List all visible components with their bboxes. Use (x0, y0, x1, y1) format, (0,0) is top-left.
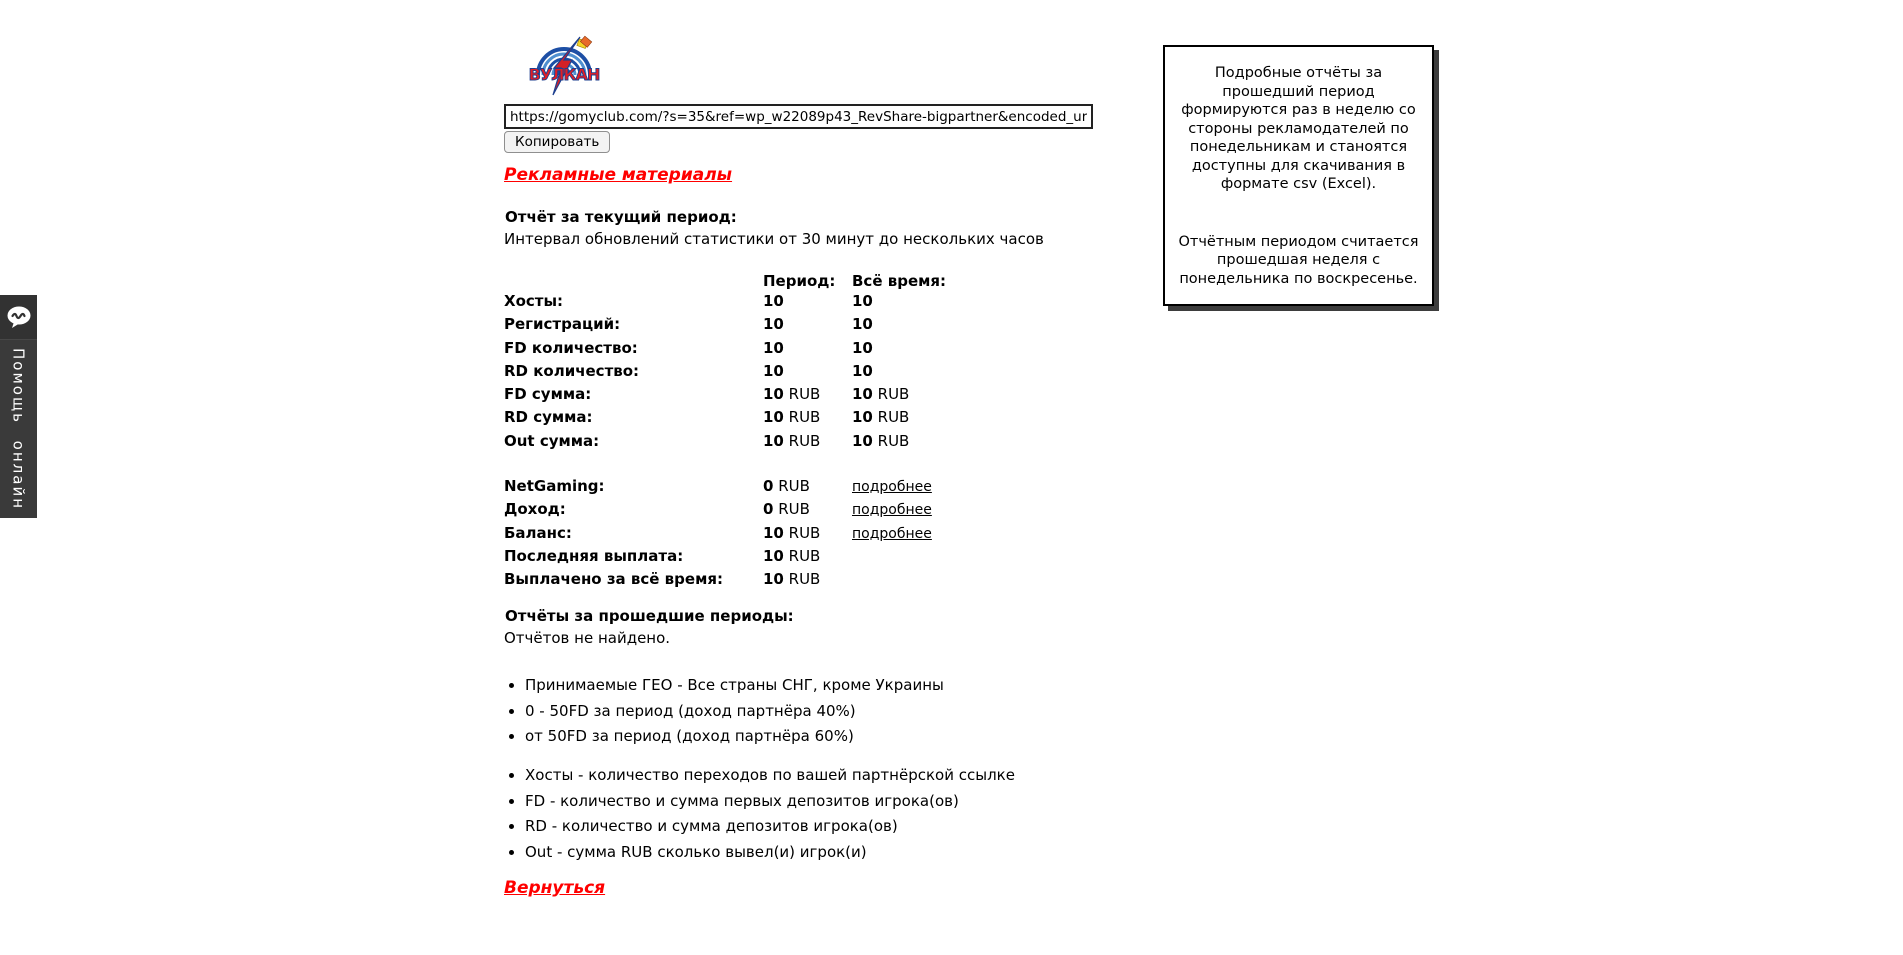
stat-period-value: 10 (763, 292, 784, 310)
list-item: • от 50FD за период (доход партнёра 60%) (525, 727, 944, 745)
current-period-title: Отчёт за текущий период: (505, 208, 737, 226)
vulkan-logo (528, 33, 600, 99)
copy-button[interactable]: Копировать (504, 131, 610, 153)
finance-label: Доход: (504, 500, 566, 519)
past-periods-title: Отчёты за прошедшие периоды: (505, 607, 794, 625)
logo-text: ВУЛКАН (528, 65, 600, 84)
info-box-paragraph-1: Подробные отчёты за прошедший период формируются раз в неделю со стороны рекламодателей по понедельникам и станоятся доступны для скачивания в формате csv (Excel). (1181, 65, 1416, 192)
stat-alltime-value: 10 (852, 338, 873, 357)
info-box-paragraph-2: Отчётным периодом считается прошедшая неделя с понедельника по воскресенье. (1178, 233, 1419, 287)
column-period: Период: (763, 272, 836, 290)
stat-period-value: 10 (763, 315, 784, 334)
finance-label: Выплачено за всё время: (504, 570, 723, 589)
table-row (504, 477, 1024, 500)
stat-period-value: 10 RUB (763, 408, 821, 427)
stat-alltime-value: 10 (852, 292, 873, 310)
table-row (504, 339, 1024, 362)
finance-value: 0 RUB (763, 477, 810, 495)
stat-label: Out сумма: (504, 431, 600, 450)
table-row (504, 408, 1024, 431)
chat-tab-label-box[interactable] (0, 340, 37, 518)
finance-table (504, 477, 1024, 593)
table-row (504, 292, 1024, 315)
stat-period-value: 10 (763, 338, 784, 357)
stat-alltime-value: 10 (852, 315, 873, 334)
stat-alltime-value: 10 (852, 361, 873, 380)
update-interval-note: Интервал обновлений статистики от 30 минут до нескольких часов (504, 230, 1044, 248)
chat-tab-label: Помощь онлайн (9, 347, 28, 510)
past-periods-empty: Отчётов не найдено. (504, 629, 671, 647)
column-alltime: Всё время: (852, 272, 947, 290)
stat-label: RD сумма: (504, 408, 593, 427)
finance-label: Последняя выплата: (504, 546, 684, 565)
finance-value: 10 RUB (763, 546, 821, 565)
chat-bubble-icon[interactable] (0, 295, 37, 340)
list-item: • Out - сумма RUB сколько вывел(и) игрок(и) (525, 843, 1015, 861)
list-item: • 0 - 50FD за период (доход партнёра 40%) (525, 702, 944, 720)
stat-label: FD сумма: (504, 385, 592, 404)
chat-tab[interactable] (0, 295, 37, 518)
finance-value: 10 RUB (763, 570, 821, 589)
stat-period-value: 10 RUB (763, 385, 821, 404)
table-row (504, 500, 1024, 523)
finance-rows (504, 477, 1024, 593)
stat-alltime-value: 10 RUB (852, 431, 910, 450)
stat-alltime-value: 10 RUB (852, 408, 910, 427)
stat-alltime-value: 10 RUB (852, 385, 910, 404)
stats-rows (504, 292, 1024, 455)
stat-label: Хосты: (504, 292, 564, 310)
details-link[interactable]: подробнее (852, 479, 932, 495)
promo-materials-link[interactable]: Рекламные материалы (504, 165, 733, 185)
terms-list (504, 676, 944, 753)
list-item: • FD - количество и сумма первых депозитов игрока(ов) (525, 792, 1015, 810)
details-link[interactable]: подробнее (852, 502, 932, 519)
table-row (504, 385, 1024, 408)
stat-label: RD количество: (504, 361, 640, 380)
table-row (504, 432, 1024, 455)
details-link[interactable]: подробнее (852, 525, 932, 542)
info-box (1163, 45, 1434, 306)
finance-label: NetGaming: (504, 477, 605, 495)
list-item: • RD - количество и сумма депозитов игрока(ов) (525, 817, 1015, 835)
list-item: • Хосты - количество переходов по вашей партнёрской ссылке (525, 766, 1015, 784)
back-link[interactable]: Вернуться (504, 878, 606, 898)
finance-label: Баланс: (504, 523, 572, 542)
stats-table (504, 272, 1024, 455)
finance-value: 10 RUB (763, 523, 821, 542)
glossary-list (504, 766, 1015, 868)
finance-value: 0 RUB (763, 500, 810, 519)
table-row (504, 570, 1024, 593)
stat-label: FD количество: (504, 338, 638, 357)
stat-label: Регистраций: (504, 315, 621, 334)
table-row (504, 315, 1024, 338)
stat-period-value: 10 (763, 361, 784, 380)
table-row (504, 547, 1024, 570)
table-row (504, 362, 1024, 385)
referral-url-input[interactable] (504, 104, 1093, 129)
stat-period-value: 10 RUB (763, 431, 821, 450)
stats-header-row (504, 272, 1024, 292)
table-row (504, 524, 1024, 547)
list-item: • Принимаемые ГЕО - Все страны СНГ, кроме Украины (525, 676, 944, 694)
